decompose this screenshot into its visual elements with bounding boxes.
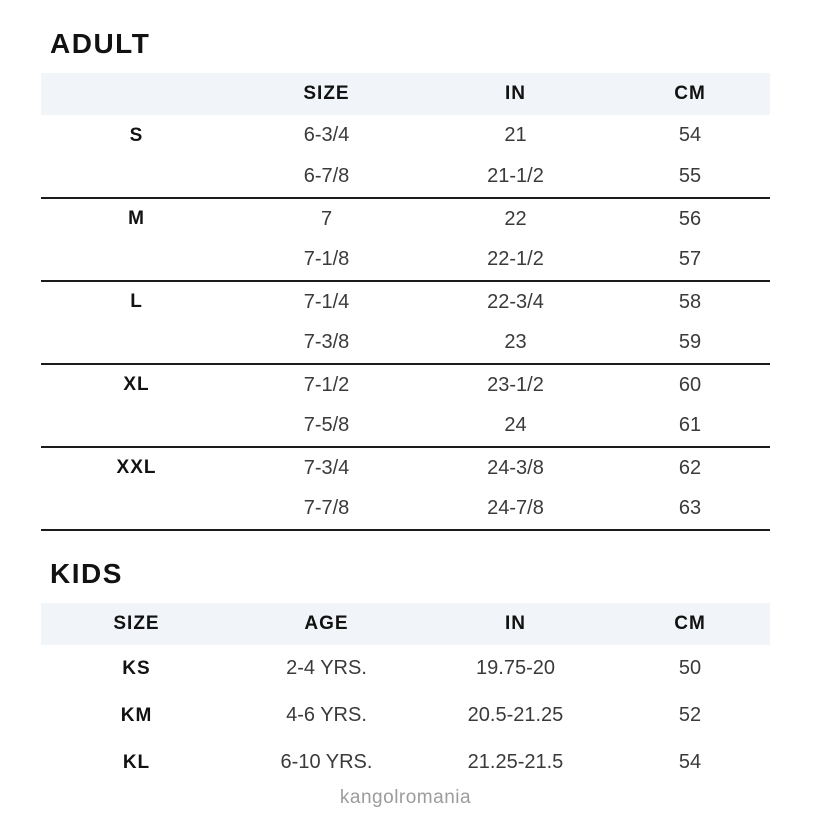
cell-size: 7-1/8 [232,240,421,282]
size-group-label [41,489,232,531]
watermark-brand-text: kangolromania [339,787,472,808]
cell-cm: 58 [678,290,702,313]
cell-in: 21.25-21.5 [467,751,564,773]
kids-size-table [41,603,770,786]
cell-age: 4-6 YRS. [286,704,367,726]
cell-in: 22-1/2 [421,240,610,282]
kids-row-ks [41,645,770,692]
adult-row-xl-2 [41,406,770,448]
adult-section [41,28,770,531]
cell-in: 19.75-20 [476,657,555,679]
adult-row-l-2 [41,323,770,365]
cell-cm: 59 [610,323,770,365]
cell-size: 7-1/4 [303,290,350,313]
size-group-label: M [128,208,145,230]
adult-row-xxl-2 [41,489,770,531]
cell-size: 7-7/8 [232,489,421,531]
cell-age: 6-10 YRS. [280,751,373,773]
cell-in: 20.5-21.25 [467,704,564,726]
cell-in: 24-3/8 [487,456,544,479]
column-header-empty [41,73,232,115]
cell-cm: 60 [678,373,702,396]
adult-row-m-1 [41,198,770,240]
adult-row-l-1 [41,281,770,323]
cell-cm: 54 [678,124,702,147]
adult-row-s-1 [41,115,770,157]
cell-cm: 62 [678,456,702,479]
cell-cm: 56 [678,207,702,230]
column-header-size: SIZE [303,83,350,104]
kids-header-row [41,603,770,645]
adult-table-body [41,115,770,530]
size-group-label: S [129,124,144,146]
column-header-in: IN [505,83,526,104]
adult-row-xl-1 [41,364,770,406]
size-group-label [41,406,232,448]
cell-in: 21 [504,124,527,147]
adult-row-xxl-1 [41,447,770,489]
cell-cm: 55 [610,157,770,199]
cell-size: 6-7/8 [232,157,421,199]
size-group-label [41,240,232,282]
column-header-in: IN [505,613,526,634]
size-group-label: XXL [116,457,157,479]
cell-size: 7-5/8 [232,406,421,448]
column-header-age: AGE [304,613,349,634]
cell-cm: 57 [610,240,770,282]
adult-row-m-2 [41,240,770,282]
cell-in: 24 [421,406,610,448]
cell-size: 7 [320,207,333,230]
adult-header-row [41,73,770,115]
cell-in: 22-3/4 [487,290,544,313]
size-group-label: L [130,291,143,313]
size-group-label: KM [120,704,153,726]
kids-table-body [41,645,770,786]
cell-in: 22 [504,207,527,230]
size-group-label: XL [123,374,150,396]
adult-section-title: ADULT [50,28,151,59]
cell-in: 21-1/2 [421,157,610,199]
kids-section-title: KIDS [50,558,123,589]
cell-cm: 50 [678,657,702,679]
cell-cm: 63 [610,489,770,531]
cell-cm: 61 [610,406,770,448]
cell-size: 7-1/2 [303,373,350,396]
cell-cm: 52 [678,704,702,726]
cell-in: 24-7/8 [421,489,610,531]
adult-row-s-2 [41,157,770,199]
cell-age: 2-4 YRS. [286,657,367,679]
cell-size: 7-3/4 [303,456,350,479]
cell-in: 23 [421,323,610,365]
cell-cm: 54 [678,751,702,773]
cell-size: 7-3/8 [232,323,421,365]
kids-row-km [41,692,770,739]
kids-section [41,558,770,786]
brand-footer [41,787,770,809]
column-header-size: SIZE [113,613,160,634]
cell-size: 6-3/4 [303,124,350,147]
column-header-cm: CM [674,83,706,104]
adult-size-table [41,73,770,531]
cell-in: 23-1/2 [487,373,544,396]
size-group-label: KS [122,657,151,679]
size-group-label [41,323,232,365]
kids-row-kl [41,739,770,786]
size-group-label [41,157,232,199]
column-header-cm: CM [674,613,706,634]
size-group-label: KL [122,751,151,773]
